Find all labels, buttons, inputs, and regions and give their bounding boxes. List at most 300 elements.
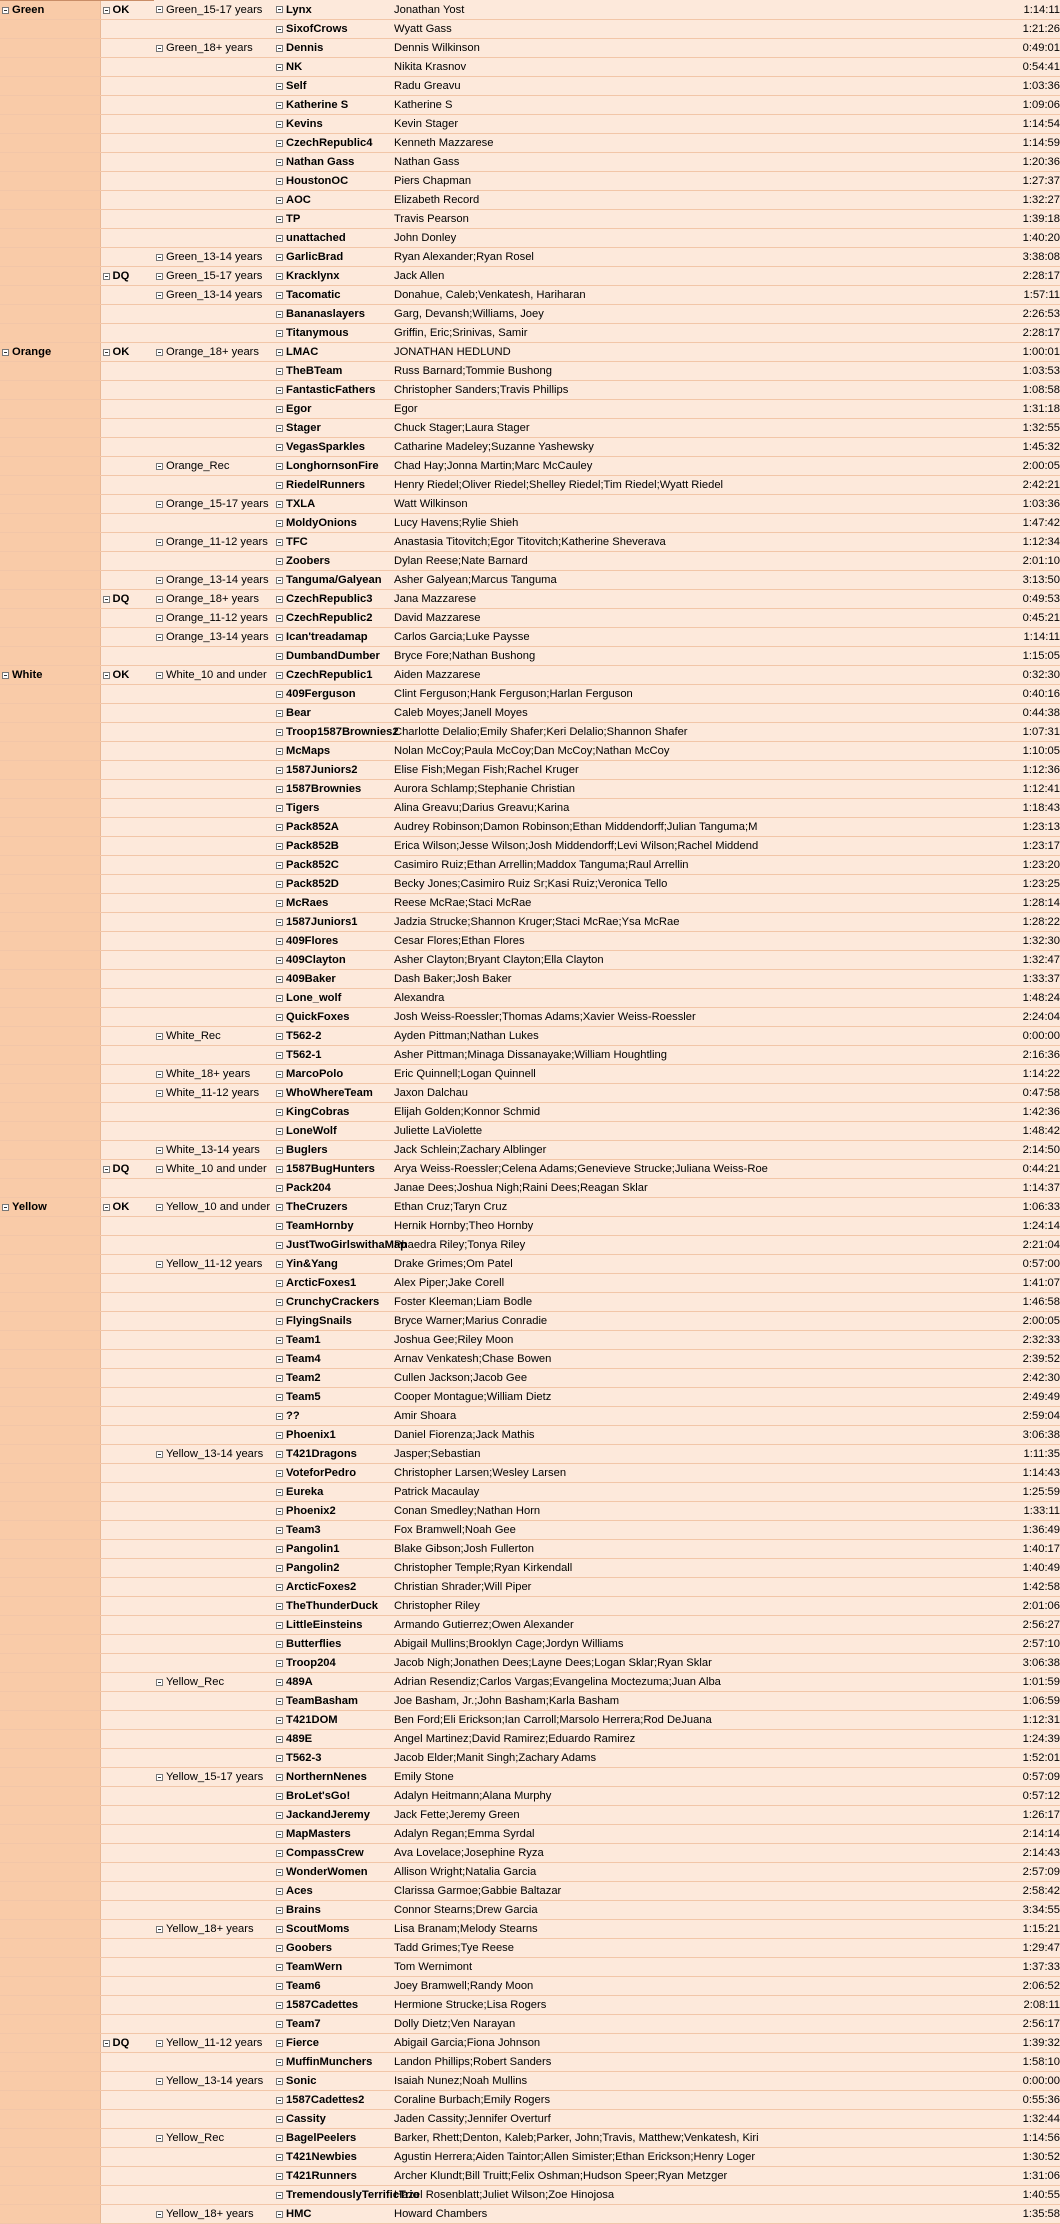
collapse-toggle-icon[interactable]: [156, 6, 163, 13]
collapse-toggle-icon[interactable]: [156, 273, 163, 280]
team-name-cell: [274, 1483, 392, 1502]
status-cell: [100, 1616, 154, 1635]
team-name-cell: [274, 96, 392, 115]
course-cell: [0, 1160, 100, 1179]
team-name-cell: [274, 1787, 392, 1806]
team-name-cell: [274, 248, 392, 267]
cell-text: 1:32:55: [1023, 422, 1060, 434]
collapse-toggle-icon[interactable]: [276, 2173, 283, 2180]
status-cell: [100, 438, 154, 457]
members-cell: [392, 1920, 890, 1939]
table-row: [0, 1255, 1060, 1274]
collapse-toggle-icon[interactable]: [103, 596, 110, 603]
collapse-toggle-icon[interactable]: [276, 1964, 283, 1971]
collapse-toggle-icon[interactable]: [276, 1166, 283, 1173]
table-row: [0, 1103, 1060, 1122]
table-row: [0, 1939, 1060, 1958]
time-cell: [890, 1673, 1060, 1692]
status-cell: [100, 552, 154, 571]
cell-text: 1:27:37: [1023, 175, 1060, 187]
collapse-toggle-icon[interactable]: [276, 653, 283, 660]
collapse-toggle-icon[interactable]: [156, 501, 163, 508]
collapse-toggle-icon[interactable]: [103, 2040, 110, 2047]
table-row: [0, 305, 1060, 324]
collapse-toggle-icon[interactable]: [103, 7, 110, 14]
status-cell: [100, 875, 154, 894]
table-row: [0, 2110, 1060, 2129]
collapse-toggle-icon[interactable]: [276, 83, 283, 90]
collapse-toggle-icon[interactable]: [276, 387, 283, 394]
cell-text: Troop1587Brownies2: [286, 726, 399, 738]
collapse-toggle-icon[interactable]: [276, 691, 283, 698]
collapse-toggle-icon[interactable]: [276, 1413, 283, 1420]
collapse-toggle-icon[interactable]: [276, 2097, 283, 2104]
age-group-cell: [154, 1293, 274, 1312]
collapse-toggle-icon[interactable]: [276, 368, 283, 375]
collapse-toggle-icon[interactable]: [276, 1679, 283, 1686]
cell-text: 1:12:34: [1023, 536, 1060, 548]
cell-text: David Mazzarese: [394, 612, 480, 624]
cell-text: Fierce: [286, 2037, 319, 2049]
collapse-toggle-icon[interactable]: [276, 1812, 283, 1819]
collapse-toggle-icon[interactable]: [276, 634, 283, 641]
collapse-toggle-icon[interactable]: [276, 1071, 283, 1078]
members-cell: [392, 381, 890, 400]
cell-text: Tom Wernimont: [394, 1961, 472, 1973]
collapse-toggle-icon[interactable]: [276, 1090, 283, 1097]
table-row: [0, 970, 1060, 989]
team-name-cell: [274, 837, 392, 856]
collapse-toggle-icon[interactable]: [156, 1774, 163, 1781]
collapse-toggle-icon[interactable]: [276, 159, 283, 166]
collapse-toggle-icon[interactable]: [276, 235, 283, 242]
collapse-toggle-icon[interactable]: [276, 178, 283, 185]
collapse-toggle-icon[interactable]: [276, 786, 283, 793]
collapse-toggle-icon[interactable]: [276, 919, 283, 926]
team-name-cell: [274, 1939, 392, 1958]
status-cell: [100, 343, 154, 362]
time-cell: [890, 1578, 1060, 1597]
collapse-toggle-icon[interactable]: [276, 1945, 283, 1952]
course-cell: [0, 1008, 100, 1027]
status-cell: [100, 1046, 154, 1065]
status-cell: [100, 571, 154, 590]
collapse-toggle-icon[interactable]: [156, 292, 163, 299]
collapse-toggle-icon[interactable]: [276, 615, 283, 622]
collapse-toggle-icon[interactable]: [276, 292, 283, 299]
cell-text: 1:24:14: [1023, 1220, 1060, 1232]
collapse-toggle-icon[interactable]: [156, 463, 163, 470]
collapse-toggle-icon[interactable]: [276, 1242, 283, 1249]
collapse-toggle-icon[interactable]: [156, 577, 163, 584]
collapse-toggle-icon[interactable]: [276, 2211, 283, 2218]
collapse-toggle-icon[interactable]: [276, 805, 283, 812]
age-group-cell: [154, 837, 274, 856]
collapse-toggle-icon[interactable]: [276, 1280, 283, 1287]
table-row: [0, 913, 1060, 932]
cell-text: OK: [113, 346, 130, 358]
collapse-toggle-icon[interactable]: [276, 216, 283, 223]
time-cell: [890, 2205, 1060, 2224]
collapse-toggle-icon[interactable]: [276, 938, 283, 945]
collapse-toggle-icon[interactable]: [276, 881, 283, 888]
team-name-cell: [274, 134, 392, 153]
status-cell: [100, 2072, 154, 2091]
team-name-cell: [274, 77, 392, 96]
team-name-cell: [274, 2015, 392, 2034]
collapse-toggle-icon[interactable]: [276, 1546, 283, 1553]
cell-text: Clarissa Garmoe;Gabbie Baltazar: [394, 1885, 561, 1897]
collapse-toggle-icon[interactable]: [276, 1223, 283, 1230]
collapse-toggle-icon[interactable]: [276, 1052, 283, 1059]
age-group-cell: [154, 1996, 274, 2015]
collapse-toggle-icon[interactable]: [276, 1603, 283, 1610]
cell-text: Casimiro Ruiz;Ethan Arrellin;Maddox Tanguma;Raul Arrellin: [394, 859, 689, 871]
course-cell: [0, 172, 100, 191]
collapse-toggle-icon[interactable]: [276, 1774, 283, 1781]
collapse-toggle-icon[interactable]: [276, 1660, 283, 1667]
collapse-toggle-icon[interactable]: [276, 1793, 283, 1800]
collapse-toggle-icon[interactable]: [276, 26, 283, 33]
collapse-toggle-icon[interactable]: [276, 1907, 283, 1914]
collapse-toggle-icon[interactable]: [276, 1394, 283, 1401]
collapse-toggle-icon[interactable]: [276, 558, 283, 565]
collapse-toggle-icon[interactable]: [276, 1755, 283, 1762]
collapse-toggle-icon[interactable]: [276, 1375, 283, 1382]
collapse-toggle-icon[interactable]: [156, 45, 163, 52]
collapse-toggle-icon[interactable]: [276, 2116, 283, 2123]
collapse-toggle-icon[interactable]: [276, 539, 283, 546]
collapse-toggle-icon[interactable]: [276, 672, 283, 679]
collapse-toggle-icon[interactable]: [276, 425, 283, 432]
collapse-toggle-icon[interactable]: [276, 1470, 283, 1477]
collapse-toggle-icon[interactable]: [276, 1736, 283, 1743]
results-rows: [0, 1, 1060, 2224]
collapse-toggle-icon[interactable]: [276, 577, 283, 584]
age-group-cell: [154, 1521, 274, 1540]
collapse-toggle-icon[interactable]: [276, 1565, 283, 1572]
cell-text: Jasper;Sebastian: [394, 1448, 480, 1460]
collapse-toggle-icon[interactable]: [276, 957, 283, 964]
collapse-toggle-icon[interactable]: [156, 1147, 163, 1154]
collapse-toggle-icon[interactable]: [276, 596, 283, 603]
status-cell: [100, 1958, 154, 1977]
cell-text: JackandJeremy: [286, 1809, 370, 1821]
collapse-toggle-icon[interactable]: [276, 140, 283, 147]
cell-text: 1:15:05: [1023, 650, 1060, 662]
collapse-toggle-icon[interactable]: [2, 349, 9, 356]
course-cell: [0, 1825, 100, 1844]
members-cell: [392, 856, 890, 875]
collapse-toggle-icon[interactable]: [276, 767, 283, 774]
collapse-toggle-icon[interactable]: [276, 349, 283, 356]
table-row: [0, 286, 1060, 305]
collapse-toggle-icon[interactable]: [276, 1337, 283, 1344]
collapse-toggle-icon[interactable]: [156, 2135, 163, 2142]
collapse-toggle-icon[interactable]: [276, 2040, 283, 2047]
age-group-cell: [154, 191, 274, 210]
collapse-toggle-icon[interactable]: [156, 615, 163, 622]
collapse-toggle-icon[interactable]: [276, 2135, 283, 2142]
collapse-toggle-icon[interactable]: [276, 1641, 283, 1648]
age-group-cell: [154, 39, 274, 58]
collapse-toggle-icon[interactable]: [103, 273, 110, 280]
collapse-toggle-icon[interactable]: [156, 1261, 163, 1268]
collapse-toggle-icon[interactable]: [276, 1356, 283, 1363]
members-cell: [392, 932, 890, 951]
time-cell: [890, 1597, 1060, 1616]
collapse-toggle-icon[interactable]: [2, 7, 9, 14]
collapse-toggle-icon[interactable]: [276, 1451, 283, 1458]
collapse-toggle-icon[interactable]: [276, 1622, 283, 1629]
collapse-toggle-icon[interactable]: [276, 1717, 283, 1724]
status-cell: [100, 115, 154, 134]
collapse-toggle-icon[interactable]: [156, 672, 163, 679]
collapse-toggle-icon[interactable]: [276, 995, 283, 1002]
collapse-toggle-icon[interactable]: [276, 843, 283, 850]
collapse-toggle-icon[interactable]: [103, 672, 110, 679]
collapse-toggle-icon[interactable]: [2, 1204, 9, 1211]
cell-text: Kevin Stager: [394, 118, 458, 130]
age-group-cell: [154, 628, 274, 647]
cell-text: Arya Weiss-Roessler;Celena Adams;Genevieve Strucke;Juliana Weiss-Roe: [394, 1163, 768, 1175]
cell-text: Orange: [12, 346, 51, 358]
collapse-toggle-icon[interactable]: [276, 1318, 283, 1325]
members-cell: [392, 77, 890, 96]
collapse-toggle-icon[interactable]: [276, 273, 283, 280]
collapse-toggle-icon[interactable]: [276, 1261, 283, 1268]
status-cell: [100, 2110, 154, 2129]
cell-text: Travis Pearson: [394, 213, 469, 225]
time-cell: [890, 685, 1060, 704]
team-name-cell: [274, 1274, 392, 1293]
collapse-toggle-icon[interactable]: [156, 539, 163, 546]
collapse-toggle-icon[interactable]: [156, 2040, 163, 2047]
team-name-cell: [274, 666, 392, 685]
cell-text: Katherine S: [286, 99, 348, 111]
collapse-toggle-icon[interactable]: [103, 349, 110, 356]
table-row: [0, 324, 1060, 343]
collapse-toggle-icon[interactable]: [276, 6, 283, 13]
members-cell: [392, 1901, 890, 1920]
collapse-toggle-icon[interactable]: [156, 634, 163, 641]
collapse-toggle-icon[interactable]: [276, 197, 283, 204]
cell-text: 2:56:27: [1023, 1619, 1060, 1631]
cell-text: Chad Hay;Jonna Martin;Marc McCauley: [394, 460, 592, 472]
cell-text: 2:14:43: [1023, 1847, 1060, 1859]
collapse-toggle-icon[interactable]: [156, 1033, 163, 1040]
age-group-cell: [154, 1977, 274, 1996]
cell-text: MapMasters: [286, 1828, 351, 1840]
status-cell: [100, 1597, 154, 1616]
collapse-toggle-icon[interactable]: [276, 121, 283, 128]
table-row: [0, 438, 1060, 457]
age-group-cell: [154, 1274, 274, 1293]
collapse-toggle-icon[interactable]: [276, 976, 283, 983]
collapse-toggle-icon[interactable]: [276, 824, 283, 831]
course-cell: [0, 685, 100, 704]
collapse-toggle-icon[interactable]: [276, 1204, 283, 1211]
collapse-toggle-icon[interactable]: [156, 1166, 163, 1173]
collapse-toggle-icon[interactable]: [156, 2078, 163, 2085]
cell-text: Phaedra Riley;Tonya Riley: [394, 1239, 525, 1251]
cell-text: Joshua Gee;Riley Moon: [394, 1334, 513, 1346]
cell-text: 1:58:10: [1023, 2056, 1060, 2068]
table-row: [0, 1901, 1060, 1920]
cell-text: Troop204: [286, 1657, 336, 1669]
collapse-toggle-icon[interactable]: [276, 1698, 283, 1705]
team-name-cell: [274, 1, 392, 20]
cell-text: TremendouslyTerrificTrio: [286, 2189, 419, 2201]
cell-text: Lucy Havens;Rylie Shieh: [394, 517, 518, 529]
collapse-toggle-icon[interactable]: [276, 729, 283, 736]
members-cell: [392, 191, 890, 210]
time-cell: [890, 2091, 1060, 2110]
collapse-toggle-icon[interactable]: [276, 1527, 283, 1534]
time-cell: [890, 305, 1060, 324]
collapse-toggle-icon[interactable]: [156, 1679, 163, 1686]
team-name-cell: [274, 2167, 392, 2186]
age-group-cell: [154, 1540, 274, 1559]
course-cell: [0, 609, 100, 628]
collapse-toggle-icon[interactable]: [276, 900, 283, 907]
status-cell: [100, 1920, 154, 1939]
collapse-toggle-icon[interactable]: [276, 1831, 283, 1838]
table-row: [0, 2072, 1060, 2091]
collapse-toggle-icon[interactable]: [276, 1983, 283, 1990]
cell-text: John Donley: [394, 232, 456, 244]
team-name-cell: [274, 894, 392, 913]
time-cell: [890, 913, 1060, 932]
collapse-toggle-icon[interactable]: [276, 501, 283, 508]
collapse-toggle-icon[interactable]: [276, 444, 283, 451]
collapse-toggle-icon[interactable]: [276, 1850, 283, 1857]
collapse-toggle-icon[interactable]: [156, 596, 163, 603]
cell-text: 3:06:38: [1023, 1429, 1060, 1441]
status-cell: [100, 2091, 154, 2110]
collapse-toggle-icon[interactable]: [276, 2021, 283, 2028]
members-cell: [392, 1160, 890, 1179]
collapse-toggle-icon[interactable]: [276, 1508, 283, 1515]
age-group-cell: [154, 1768, 274, 1787]
course-cell: [0, 2072, 100, 2091]
status-cell: [100, 2015, 154, 2034]
status-cell: [100, 286, 154, 305]
cell-text: Ethan Cruz;Taryn Cruz: [394, 1201, 507, 1213]
collapse-toggle-icon[interactable]: [156, 2211, 163, 2218]
collapse-toggle-icon[interactable]: [156, 1071, 163, 1078]
collapse-toggle-icon[interactable]: [276, 2059, 283, 2066]
course-cell: [0, 723, 100, 742]
collapse-toggle-icon[interactable]: [276, 45, 283, 52]
collapse-toggle-icon[interactable]: [276, 748, 283, 755]
collapse-toggle-icon[interactable]: [276, 1299, 283, 1306]
collapse-toggle-icon[interactable]: [156, 254, 163, 261]
course-cell: [0, 2205, 100, 2224]
collapse-toggle-icon[interactable]: [276, 1432, 283, 1439]
course-cell: [0, 1, 100, 20]
collapse-toggle-icon[interactable]: [276, 102, 283, 109]
team-name-cell: [274, 1179, 392, 1198]
collapse-toggle-icon[interactable]: [276, 520, 283, 527]
age-group-cell: [154, 229, 274, 248]
collapse-toggle-icon[interactable]: [276, 482, 283, 489]
members-cell: [392, 590, 890, 609]
collapse-toggle-icon[interactable]: [276, 1033, 283, 1040]
collapse-toggle-icon[interactable]: [276, 2078, 283, 2085]
collapse-toggle-icon[interactable]: [276, 1185, 283, 1192]
collapse-toggle-icon[interactable]: [276, 1926, 283, 1933]
collapse-toggle-icon[interactable]: [276, 1869, 283, 1876]
collapse-toggle-icon[interactable]: [276, 330, 283, 337]
collapse-toggle-icon[interactable]: [276, 406, 283, 413]
collapse-toggle-icon[interactable]: [103, 1166, 110, 1173]
members-cell: [392, 1027, 890, 1046]
members-cell: [392, 2015, 890, 2034]
table-row: [0, 666, 1060, 685]
time-cell: [890, 1122, 1060, 1141]
collapse-toggle-icon[interactable]: [276, 463, 283, 470]
table-row: [0, 1483, 1060, 1502]
members-cell: [392, 1673, 890, 1692]
collapse-toggle-icon[interactable]: [2, 672, 9, 679]
course-cell: [0, 780, 100, 799]
members-cell: [392, 1502, 890, 1521]
cell-text: 1:14:22: [1023, 1068, 1060, 1080]
time-cell: [890, 1198, 1060, 1217]
team-name-cell: [274, 210, 392, 229]
collapse-toggle-icon[interactable]: [276, 710, 283, 717]
collapse-toggle-icon[interactable]: [103, 1204, 110, 1211]
age-group-cell: [154, 1863, 274, 1882]
course-cell: [0, 1179, 100, 1198]
table-row: [0, 381, 1060, 400]
team-name-cell: [274, 1540, 392, 1559]
collapse-toggle-icon[interactable]: [276, 1888, 283, 1895]
team-name-cell: [274, 1559, 392, 1578]
collapse-toggle-icon[interactable]: [276, 311, 283, 318]
collapse-toggle-icon[interactable]: [276, 2002, 283, 2009]
cell-text: Pangolin2: [286, 1562, 339, 1574]
collapse-toggle-icon[interactable]: [276, 862, 283, 869]
team-name-cell: [274, 1350, 392, 1369]
age-group-cell: [154, 1407, 274, 1426]
table-row: [0, 1806, 1060, 1825]
collapse-toggle-icon[interactable]: [156, 1926, 163, 1933]
collapse-toggle-icon[interactable]: [156, 349, 163, 356]
age-group-cell: [154, 913, 274, 932]
table-row: [0, 1673, 1060, 1692]
collapse-toggle-icon[interactable]: [276, 254, 283, 261]
age-group-cell: [154, 419, 274, 438]
cell-text: Alina Greavu;Darius Greavu;Karina: [394, 802, 569, 814]
collapse-toggle-icon[interactable]: [156, 1451, 163, 1458]
collapse-toggle-icon[interactable]: [276, 1147, 283, 1154]
collapse-toggle-icon[interactable]: [276, 1584, 283, 1591]
collapse-toggle-icon[interactable]: [276, 1489, 283, 1496]
collapse-toggle-icon[interactable]: [156, 1090, 163, 1097]
collapse-toggle-icon[interactable]: [276, 1109, 283, 1116]
collapse-toggle-icon[interactable]: [276, 2192, 283, 2199]
collapse-toggle-icon[interactable]: [276, 1014, 283, 1021]
course-cell: [0, 2091, 100, 2110]
members-cell: [392, 1274, 890, 1293]
collapse-toggle-icon[interactable]: [156, 1204, 163, 1211]
collapse-toggle-icon[interactable]: [276, 1128, 283, 1135]
cell-text: MoldyOnions: [286, 517, 357, 529]
collapse-toggle-icon[interactable]: [276, 64, 283, 71]
collapse-toggle-icon[interactable]: [276, 2154, 283, 2161]
